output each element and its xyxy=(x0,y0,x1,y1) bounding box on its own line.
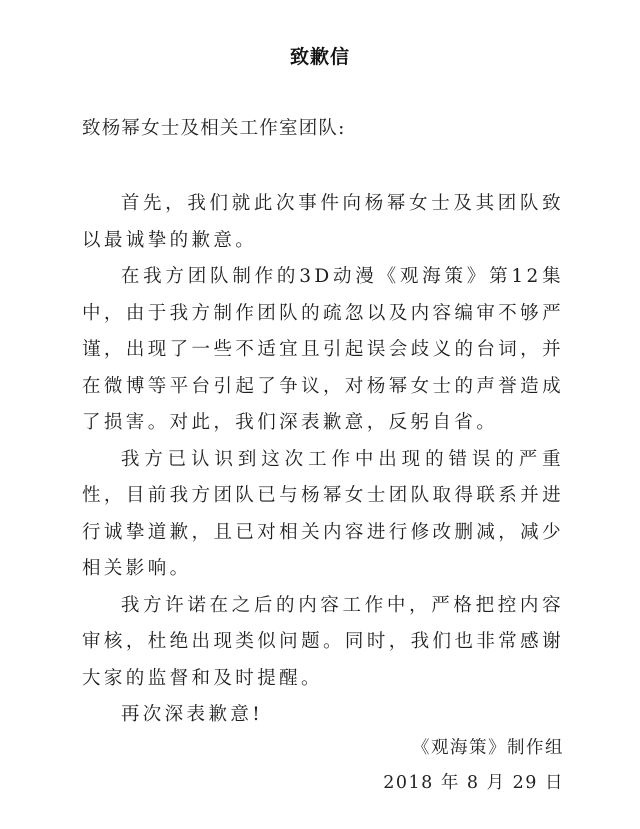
paragraph-closing: 再次深表歉意! xyxy=(120,704,264,725)
letter-title: 致歉信 xyxy=(289,46,350,68)
signature-date: 2018 年 8 月 29 日 xyxy=(383,773,564,793)
paragraph-incident-description: 在我方团队制作的3D动漫《观海策》第12集中，由于我方制作团队的疏忽以及内容编审不够严谨，出现了一些不适宜且引起误会歧义的台词，并在微博等平台引起了争议，对杨幂女士的声誉造成了损害。对此，我们深表歉意，反躬自省。 xyxy=(82,266,564,433)
letter-salutation: 致杨幂女士及相关工作室团队: xyxy=(82,118,346,139)
paragraph-apology-intro: 首先，我们就此次事件向杨幂女士及其团队致以最诚挚的歉意。 xyxy=(82,193,564,251)
paragraph-corrective-action: 我方已认识到这次工作中出现的错误的严重性，目前我方团队已与杨幂女士团队取得联系并进行诚挚道歉，且已对相关内容进行修改删减，减少相关影响。 xyxy=(82,448,564,579)
signature-organization: 《观海策》制作组 xyxy=(412,738,564,758)
paragraph-commitment: 我方许诺在之后的内容工作中，严格把控内容审核，杜绝出现类似问题。同时，我们也非常感谢大家的监督和及时提醒。 xyxy=(82,594,564,689)
letter-body xyxy=(82,186,564,734)
